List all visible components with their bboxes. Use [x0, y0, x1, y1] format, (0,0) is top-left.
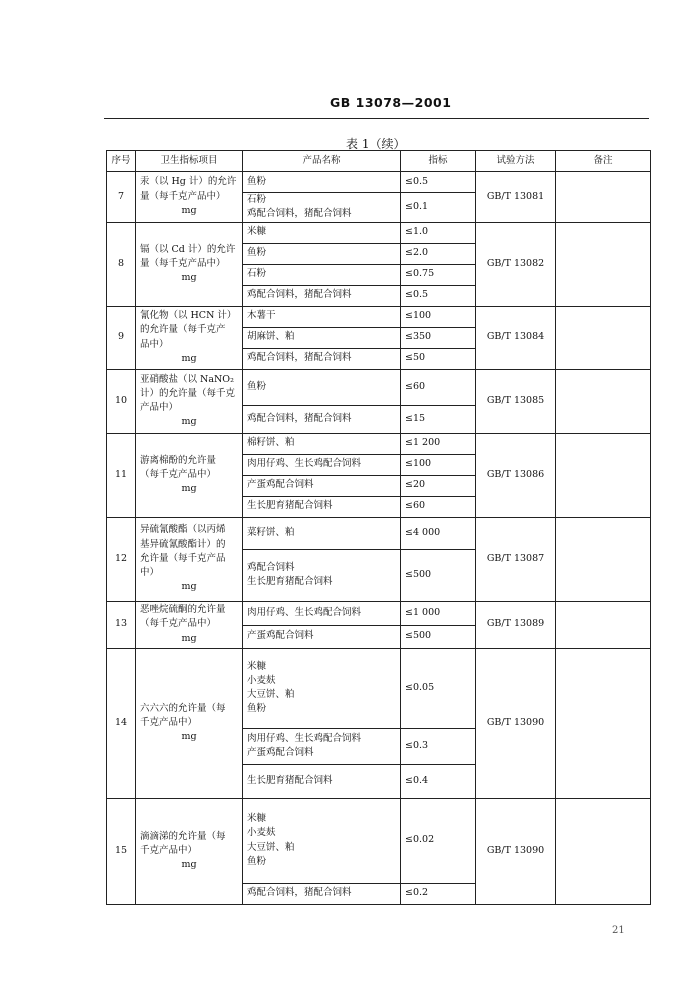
test-method: GB/T 13090: [476, 798, 556, 904]
item-line: 量（每千克产品中）: [140, 257, 226, 269]
header-cell-limit: 指标: [401, 151, 476, 172]
product-name: [243, 454, 401, 475]
product-name: [243, 193, 401, 223]
item-line: 千克产品中）: [140, 844, 198, 856]
item-line: 镉（以 Cd 计）的允许: [140, 243, 236, 255]
product-line: 鱼粉: [247, 247, 267, 259]
product-name: [243, 222, 401, 243]
product-line: 鱼粉: [247, 175, 267, 187]
item-line: 六六六的允许量（每: [140, 702, 226, 714]
item-unit: mg: [181, 731, 197, 743]
item-line: 汞（以 Hg 计）的允许: [140, 176, 237, 188]
product-name: [243, 285, 401, 306]
product-line: 产蛋鸡配合饲料: [247, 630, 314, 642]
table-row: [107, 648, 651, 728]
item-unit: mg: [181, 581, 197, 593]
limit-value: ≤0.05: [401, 648, 476, 728]
item-unit: mg: [181, 204, 197, 216]
header-rule: [104, 118, 649, 119]
item-line: 氰化物（以 HCN 计）: [140, 310, 237, 321]
product-line: 大豆饼、粕: [247, 841, 295, 853]
item-line: 品中）: [140, 338, 169, 350]
product-name: [243, 883, 401, 904]
remark-cell: [556, 517, 651, 601]
product-name: [243, 625, 401, 648]
product-name: [243, 405, 401, 433]
product-name: [243, 601, 401, 625]
limit-value: ≤100: [401, 454, 476, 475]
table-row: [107, 369, 651, 405]
product-line: 肉用仔鸡、生长鸡配合饲料: [247, 458, 362, 470]
product-name: [243, 264, 401, 285]
hygiene-item: [136, 433, 243, 517]
limit-value: ≤0.5: [401, 172, 476, 193]
product-name: [243, 172, 401, 193]
product-line: 米糠: [247, 813, 267, 824]
item-line: 中）: [140, 567, 160, 579]
test-method: GB/T 13082: [476, 222, 556, 306]
product-name: [243, 798, 401, 883]
hygiene-item: [136, 517, 243, 601]
item-unit: mg: [181, 483, 197, 495]
product-line: 产蛋鸡配合饲料: [247, 747, 314, 758]
remark-cell: [556, 172, 651, 223]
table-row: [107, 601, 651, 625]
product-name: [243, 549, 401, 601]
test-method: GB/T 13090: [476, 648, 556, 798]
table-row: [107, 433, 651, 454]
product-name: [243, 475, 401, 496]
product-line: 小麦麸: [247, 827, 276, 839]
hygiene-item: [136, 648, 243, 798]
limit-value: ≤2.0: [401, 243, 476, 264]
item-line: 计）的允许量（每千克: [140, 387, 236, 399]
item-line: 游离棉酚的允许量: [140, 454, 217, 466]
limit-value: ≤0.4: [401, 764, 476, 798]
test-method: GB/T 13081: [476, 172, 556, 223]
limit-value: ≤1 000: [401, 601, 476, 625]
product-line: 米糠: [247, 226, 267, 238]
hygiene-item: [136, 798, 243, 904]
item-unit: mg: [181, 352, 197, 364]
header-cell-method: 试验方法: [476, 151, 556, 172]
item-line: 的允许量（每千克产: [140, 324, 226, 336]
seq-number: 13: [107, 601, 136, 648]
test-method: GB/T 13087: [476, 517, 556, 601]
table-row: [107, 798, 651, 883]
product-line: 生长肥育猪配合饲料: [247, 576, 333, 587]
product-name: [243, 496, 401, 517]
product-name: [243, 348, 401, 369]
item-unit: mg: [181, 632, 197, 644]
limit-value: ≤100: [401, 306, 476, 327]
remark-cell: [556, 648, 651, 798]
header-cell-seq: 序号: [107, 151, 136, 172]
seq-number: 11: [107, 433, 136, 517]
test-method: GB/T 13089: [476, 601, 556, 648]
item-line: 允许量（每千克产品: [140, 552, 226, 564]
product-line: 鸡配合饲料，猪配合饲料: [247, 412, 352, 424]
limit-value: ≤0.75: [401, 264, 476, 285]
seq-number: 7: [107, 172, 136, 223]
test-method: GB/T 13084: [476, 306, 556, 369]
product-name: [243, 306, 401, 327]
limit-value: ≤50: [401, 348, 476, 369]
item-line: 千克产品中）: [140, 716, 198, 728]
product-line: 鸡配合饲料，猪配合饲料: [247, 352, 352, 364]
item-line: 产品中）: [140, 402, 179, 413]
test-method: GB/T 13086: [476, 433, 556, 517]
hygiene-index-table: [106, 150, 651, 905]
item-line: 基异硫氰酸酯计）的: [140, 538, 226, 550]
limit-value: ≤0.02: [401, 798, 476, 883]
remark-cell: [556, 369, 651, 433]
product-line: 肉用仔鸡、生长鸡配合饲料: [247, 732, 362, 744]
limit-value: ≤20: [401, 475, 476, 496]
limit-value: ≤500: [401, 549, 476, 601]
product-line: 菜籽饼、粕: [247, 526, 295, 538]
seq-number: 12: [107, 517, 136, 601]
product-name: [243, 648, 401, 728]
hygiene-item: [136, 222, 243, 306]
remark-cell: [556, 433, 651, 517]
item-line: （每千克产品中）: [140, 468, 217, 480]
product-line: 鸡配合饲料，猪配合饲料: [247, 887, 352, 899]
limit-value: ≤350: [401, 327, 476, 348]
seq-number: 8: [107, 222, 136, 306]
remark-cell: [556, 306, 651, 369]
product-line: 米糠: [247, 660, 267, 672]
seq-number: 15: [107, 798, 136, 904]
standard-code-header: GB 13078—2001: [330, 95, 452, 110]
test-method: GB/T 13085: [476, 369, 556, 433]
item-line: 滴滴涕的允许量（每: [140, 830, 226, 842]
product-line: 胡麻饼、粕: [247, 331, 295, 343]
limit-value: ≤4 000: [401, 517, 476, 549]
limit-value: ≤60: [401, 496, 476, 517]
product-line: 石粉: [247, 268, 267, 280]
header-cell-product: 产品名称: [243, 151, 401, 172]
product-line: 产蛋鸡配合饲料: [247, 479, 314, 491]
limit-value: ≤0.2: [401, 883, 476, 904]
product-name: [243, 243, 401, 264]
item-unit: mg: [181, 272, 197, 284]
product-line: 鱼粉: [247, 703, 267, 715]
product-line: 肉用仔鸡、生长鸡配合饲料: [247, 606, 362, 618]
product-name: [243, 433, 401, 454]
limit-value: ≤15: [401, 405, 476, 433]
product-name: [243, 369, 401, 405]
item-line: （每千克产品中）: [140, 618, 217, 630]
remark-cell: [556, 601, 651, 648]
limit-value: ≤0.3: [401, 728, 476, 764]
product-name: [243, 517, 401, 549]
product-line: 生长肥育猪配合饲料: [247, 500, 333, 512]
item-line: 异硫氰酸酯（以丙烯: [140, 524, 226, 536]
seq-number: 9: [107, 306, 136, 369]
table-row: [107, 306, 651, 327]
item-line: 量（每千克产品中）: [140, 190, 226, 202]
product-name: [243, 764, 401, 798]
hygiene-item: [136, 306, 243, 369]
product-line: 鱼粉: [247, 855, 267, 867]
product-name: [243, 327, 401, 348]
table-row: [107, 517, 651, 549]
hygiene-item: [136, 369, 243, 433]
limit-value: ≤0.1: [401, 193, 476, 223]
limit-value: ≤1 200: [401, 433, 476, 454]
product-line: 鸡配合饲料，猪配合饲料: [247, 289, 352, 301]
product-line: 鸡配合饲料，猪配合饲料: [247, 208, 352, 220]
product-line: 小麦麸: [247, 674, 276, 686]
product-name: [243, 728, 401, 764]
limit-value: ≤60: [401, 369, 476, 405]
header-cell-item: 卫生指标项目: [136, 151, 243, 172]
remark-cell: [556, 222, 651, 306]
limit-value: ≤500: [401, 625, 476, 648]
remark-cell: [556, 798, 651, 904]
product-line: 石粉: [247, 194, 267, 205]
item-line: 亚硝酸盐（以 NaNO₂: [140, 373, 234, 385]
item-unit: mg: [181, 859, 197, 871]
item-line: 恶唑烷硫酮的允许量: [140, 604, 226, 616]
product-line: 木薯干: [247, 310, 276, 322]
product-line: 鱼粉: [247, 380, 267, 392]
table-row: [107, 172, 651, 193]
seq-number: 14: [107, 648, 136, 798]
product-line: 鸡配合饲料: [247, 561, 295, 573]
hygiene-item: [136, 601, 243, 648]
item-unit: mg: [181, 416, 197, 428]
table-row: [107, 222, 651, 243]
limit-value: ≤0.5: [401, 285, 476, 306]
table-header-row: [107, 151, 651, 172]
table-body: [107, 172, 651, 905]
hygiene-item: [136, 172, 243, 223]
seq-number: 10: [107, 369, 136, 433]
product-line: 棉籽饼、粕: [247, 437, 295, 449]
header-cell-remark: 备注: [556, 151, 651, 172]
product-line: 生长肥育猪配合饲料: [247, 774, 333, 786]
limit-value: ≤1.0: [401, 222, 476, 243]
page-number: 21: [612, 925, 625, 936]
table-caption: 表 1（续）: [346, 137, 406, 151]
product-line: 大豆饼、粕: [247, 689, 295, 700]
